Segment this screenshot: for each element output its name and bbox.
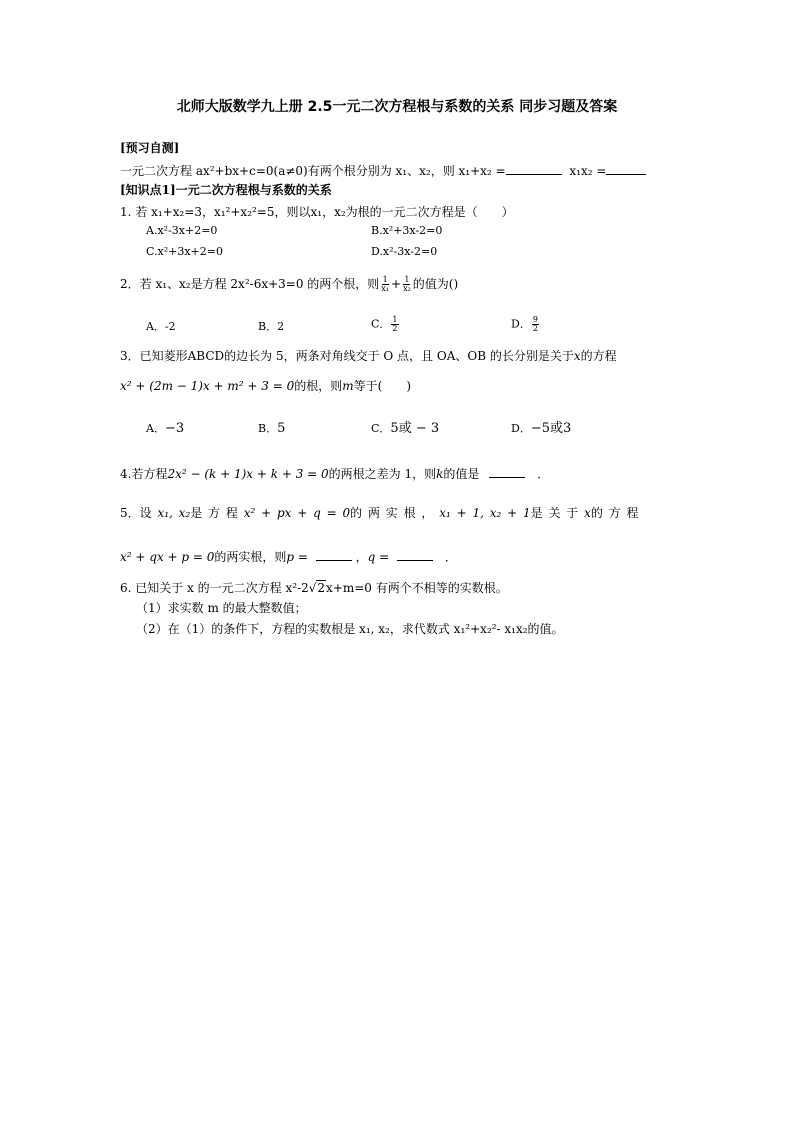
q2-option-d: [511, 316, 540, 333]
q3-option-b: [258, 422, 285, 436]
q5-q-answer-blank[interactable]: [397, 548, 433, 561]
q3-a-value: −3: [164, 421, 185, 436]
q2-stem-text-b: 的值为(): [412, 277, 459, 291]
q4-stem-text-a: 4.若方程: [120, 467, 168, 481]
section-k1-heading: [知识点1]一元二次方程根与系数的关系: [120, 183, 332, 197]
q1-option-c: C.x²+3x+2=0: [146, 245, 223, 258]
q2-c-numerator: 1: [392, 315, 398, 324]
q5-text-f: 的两实根，则: [214, 550, 287, 564]
q3-option-a: [146, 422, 184, 436]
q3-stem-text-a: 3．已知菱形ABCD的边长为 5，两条对角线交于 O 点，且 OA、OB 的长分别是关于: [120, 349, 574, 363]
q2-d-numerator: 9: [532, 315, 538, 324]
q5-p-answer-blank[interactable]: [316, 548, 352, 561]
q5-text-c: 的 两 实 根 ，: [350, 506, 434, 520]
q6-stem: [120, 580, 508, 596]
q5-end-punct: ．: [444, 550, 457, 564]
q2-option-c: [371, 316, 400, 333]
q2-d-denominator: 2: [532, 324, 538, 333]
q2-option-b: B．2: [258, 320, 285, 333]
q2-frac2-denominator: x₂: [403, 284, 411, 293]
q6-part-1: （1）求实数 m 的最大整数值；: [136, 601, 307, 615]
q5-roots: x₁, x₂: [157, 506, 191, 520]
product-answer-blank[interactable]: [606, 162, 646, 175]
q2-frac1-denominator: x₁: [381, 284, 390, 293]
q5-equation-1: x² + px + q = 0: [243, 506, 351, 520]
q3-option-d: [511, 422, 571, 436]
q3-a-prefix: A．: [146, 422, 165, 435]
q4-end-punct: ．: [537, 467, 550, 481]
q5-comma: ，: [355, 550, 368, 564]
q2-option-d-prefix: D．: [511, 317, 531, 331]
q2-stem-text-a: 2．若 x₁、x₂是方程 2x²-6x+3=0 的两个根，则: [120, 277, 380, 291]
q2-frac2-numerator: 1: [404, 275, 410, 284]
q2-fraction-1: [380, 276, 390, 293]
q5-stem-line2: [120, 548, 457, 565]
q3-stem-text-d: 等于( ): [353, 379, 412, 393]
preview-text-product: x₁x₂ =: [569, 164, 607, 178]
q6-text-b: x+m=0 有两个不相等的实数根。: [326, 581, 508, 595]
q6-text-a: 6. 已知关于 x 的一元二次方程 x²-2: [120, 581, 309, 595]
q3-c-value: 5或 − 3: [390, 421, 440, 436]
q5-q-label: q =: [367, 550, 390, 564]
q5-text-b: 是 方 程: [190, 506, 238, 520]
preview-text-sum: 一元二次方程 ax²+bx+c=0(a≠0)有两个根分别为 x₁、x₂，则 x₁+x₂ =: [120, 164, 506, 178]
q3-stem-line1: [120, 348, 617, 364]
q3-stem-text-b: 的方程: [580, 349, 617, 363]
q3-variable-m: m: [342, 379, 354, 393]
q4-answer-blank[interactable]: [489, 465, 525, 478]
q3-equation: x² + (2m − 1)x + m² + 3 = 0: [120, 379, 295, 393]
q3-d-prefix: D．: [511, 422, 531, 435]
q3-stem-line2: [120, 378, 411, 394]
q2-stem: [120, 276, 458, 293]
q4-stem: [120, 465, 549, 482]
q4-stem-text-b: 的两根之差为 1，则: [328, 467, 437, 481]
q5-text-a: 5．设: [120, 506, 152, 520]
q6-sqrt-value: 2: [317, 581, 326, 595]
q5-equation-2: x² + qx + p = 0: [120, 550, 215, 564]
q2-option-c-prefix: C．: [371, 317, 391, 331]
q3-c-prefix: C．: [371, 422, 391, 435]
q3-stem-text-c: 的根，则: [294, 379, 343, 393]
q5-variable-x: x: [584, 506, 591, 520]
q3-d-value: −5或3: [530, 421, 572, 436]
q6-sqrt: √2: [308, 581, 326, 595]
q3-option-c: [371, 422, 439, 436]
q5-text-d: 是 关 于: [530, 506, 579, 520]
sum-answer-blank[interactable]: [506, 162, 562, 175]
q1-option-d: D.x²-3x-2=0: [371, 245, 438, 258]
q2-c-denominator: 2: [392, 324, 398, 333]
q3-variable-x: x: [573, 349, 581, 363]
q4-equation: 2x² − (k + 1)x + k + 3 = 0: [167, 467, 329, 481]
q2-option-a: A．-2: [146, 320, 176, 333]
q5-text-e: 的 方 程: [590, 506, 639, 520]
section-preview-heading: [预习自测]: [120, 141, 180, 155]
q1-option-a: A.x²-3x+2=0: [146, 224, 218, 237]
q4-variable-k: k: [436, 467, 444, 481]
q1-option-b: B.x²+3x-2=0: [371, 224, 443, 237]
q2-option-d-fraction: [532, 316, 539, 333]
document-title: 北师大版数学九上册 2.5一元二次方程根与系数的关系 同步习题及答案: [176, 99, 618, 115]
q5-stem-line1: [120, 505, 639, 521]
q6-part-2: （2）在（1）的条件下，方程的实数根是 x₁, x₂，求代数式 x₁²+x₂²- x₁x₂的值。: [136, 622, 564, 636]
q5-p-label: p =: [286, 550, 308, 564]
q3-b-value: 5: [277, 421, 286, 436]
q2-plus: +: [391, 277, 402, 291]
preview-question: [120, 162, 646, 179]
q2-option-c-fraction: [391, 316, 398, 333]
q2-fraction-2: [402, 276, 412, 293]
q1-stem: 1. 若 x₁+x₂=3，x₁²+x₂²=5，则以x₁，x₂为根的一元二次方程是（ ）: [120, 205, 514, 219]
q4-stem-text-c: 的值是: [443, 467, 480, 481]
q5-shifted-roots: x₁ + 1, x₂ + 1: [439, 506, 531, 520]
q2-frac1-numerator: 1: [382, 275, 388, 284]
q3-b-prefix: B．: [258, 422, 278, 435]
